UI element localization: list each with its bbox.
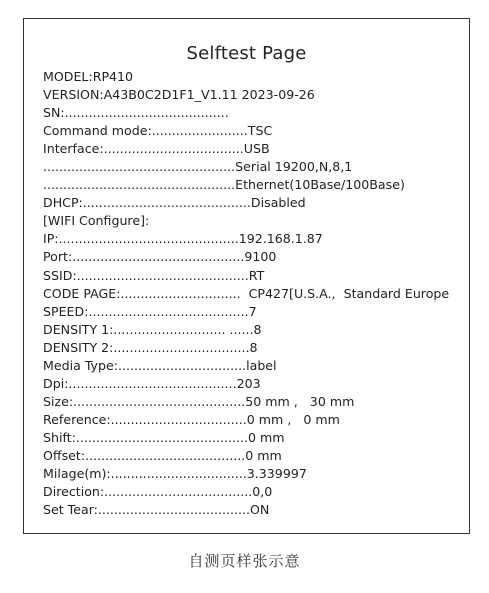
line-wifi-configure: [WIFI Configure]: bbox=[43, 213, 150, 229]
line-version: VERSION:A43B0C2D1F1_V1.11 2023-09-26 bbox=[43, 87, 315, 103]
line-speed: SPEED:........................................7 bbox=[43, 303, 257, 319]
line-offset: Offset:........................................0 mm bbox=[43, 447, 282, 463]
line-reference: Reference:..................................0 mm , 0 mm bbox=[43, 411, 340, 427]
line-ip: IP:.............................................192.168.1.87 bbox=[43, 231, 323, 247]
line-model: MODEL:RP410 bbox=[43, 69, 134, 84]
line-size: Size:...........................................50 mm , 30 mm bbox=[43, 393, 355, 409]
line-set-tear: Set Tear:......................................ON bbox=[43, 502, 270, 518]
line-dhcp: DHCP:..........................................Disabled bbox=[43, 195, 306, 211]
line-dpi: Dpi:..........................................203 bbox=[43, 375, 261, 391]
line-direction: Direction:.....................................0,0 bbox=[43, 484, 273, 500]
line-milage: Milage(m):..................................3.339997 bbox=[43, 466, 307, 482]
line-command-mode: Command mode:........................TSC bbox=[43, 123, 273, 139]
line-code-page: CODE PAGE:.............................. CP427[U.S.A., Standard Europe bbox=[43, 285, 450, 301]
line-interface-serial: ................................................Serial 19200,N,8,1 bbox=[43, 159, 353, 175]
line-sn: SN:......................................... bbox=[43, 105, 229, 121]
line-interface-ethernet: ................................................Ethernet(10Base/100Base) bbox=[43, 177, 405, 193]
receipt-title: Selftest Page bbox=[186, 43, 307, 64]
line-ssid: SSID:...........................................RT bbox=[43, 267, 265, 283]
receipt-lines bbox=[43, 68, 468, 519]
line-density-1: DENSITY 1:............................ ......8 bbox=[43, 321, 262, 337]
line-media-type: Media Type:................................label bbox=[43, 357, 277, 373]
figure-caption: 自测页样张示意 bbox=[188, 552, 301, 570]
line-shift: Shift:...........................................0 mm bbox=[43, 429, 285, 445]
line-port: Port:...........................................9100 bbox=[43, 249, 277, 265]
line-density-2: DENSITY 2:..................................8 bbox=[43, 339, 258, 355]
selftest-receipt bbox=[23, 18, 470, 534]
line-interface: Interface:...................................USB bbox=[43, 141, 270, 157]
